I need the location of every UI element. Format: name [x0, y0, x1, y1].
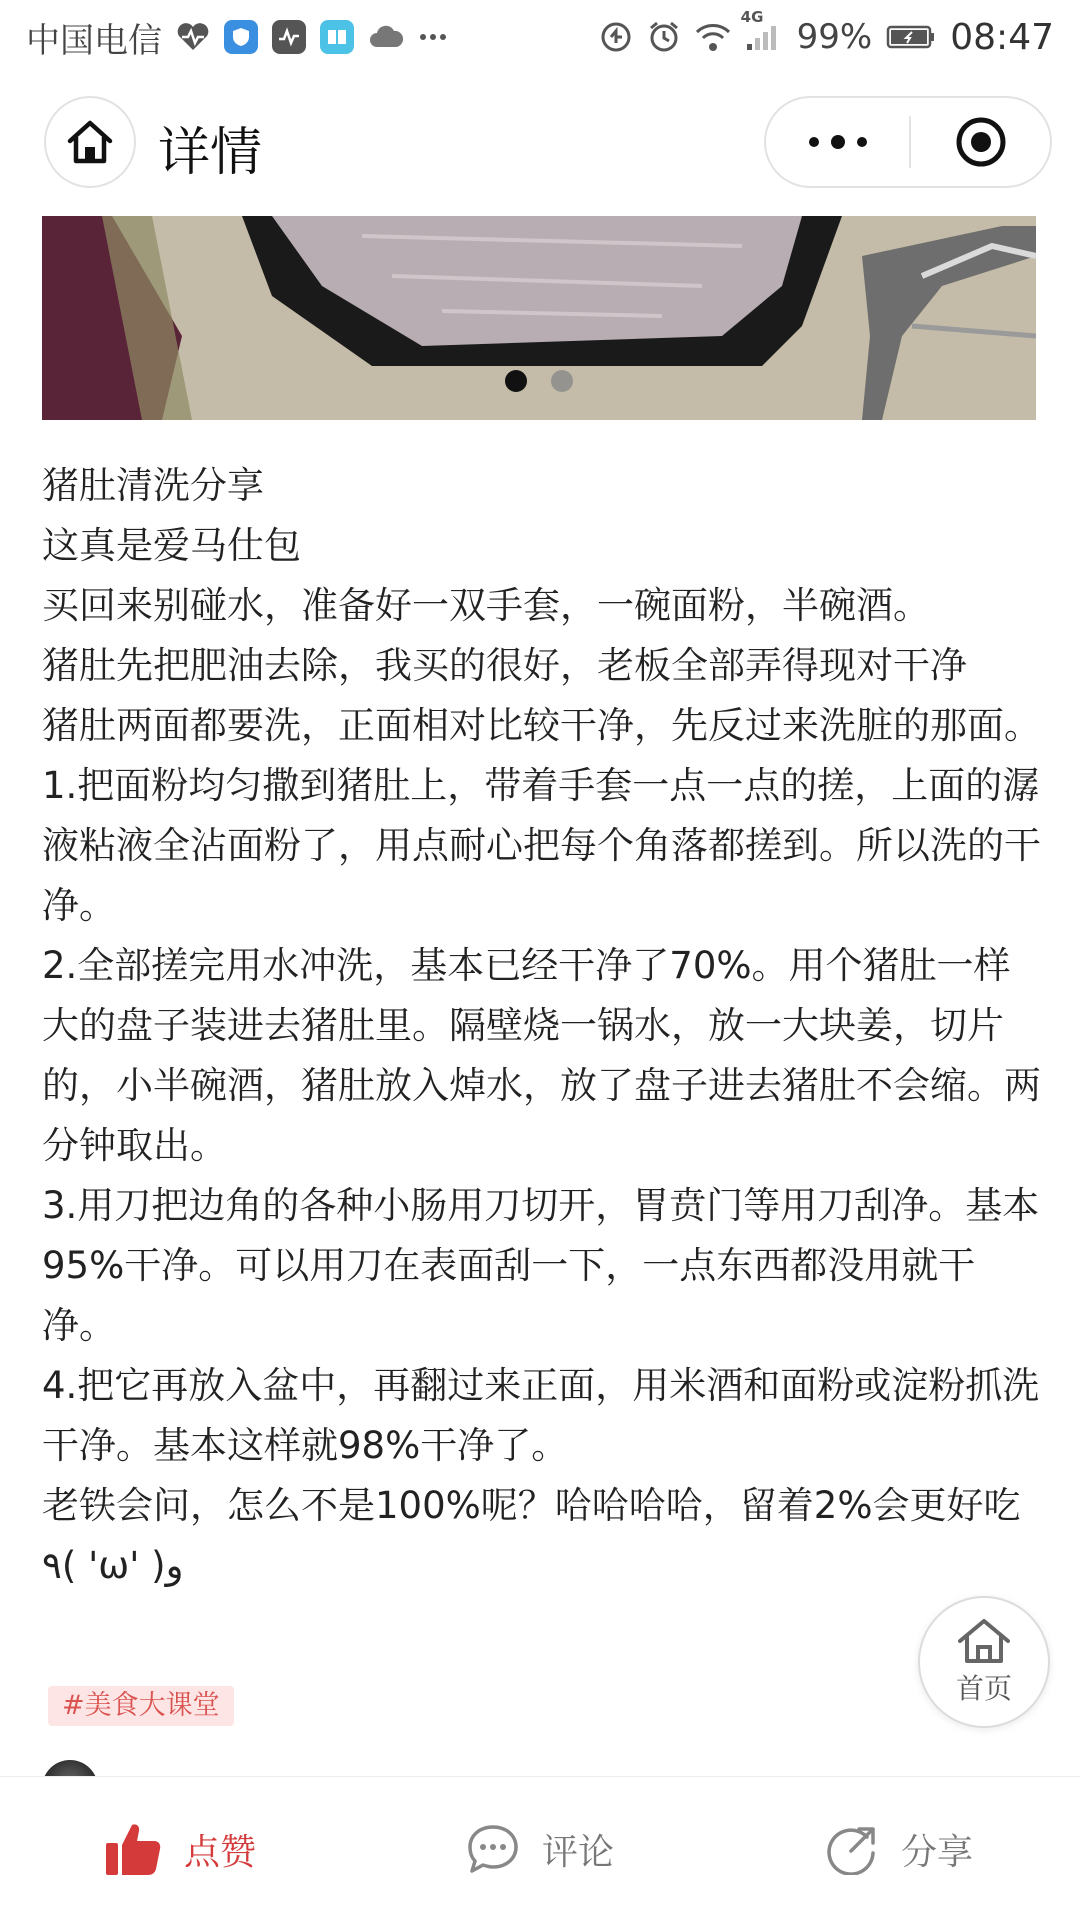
home-icon [65, 119, 115, 165]
article-paragraph: 4.把它再放入盆中，再翻过来正面，用米酒和面粉或淀粉抓洗干净。基本这样就98%干净了。 [42, 1364, 1040, 1467]
activity-app-icon [272, 20, 306, 54]
alarm-icon [647, 20, 681, 54]
nav-header [0, 96, 1080, 192]
status-right [599, 8, 1054, 58]
article-paragraph: 猪肚两面都要洗，正面相对比较干净，先反过来洗脏的那面。 [42, 704, 1041, 747]
mini-program-capsule [764, 96, 1052, 188]
clock: 08:47 [950, 16, 1054, 58]
status-left [26, 13, 448, 62]
thumbs-up-icon [104, 1821, 162, 1877]
article-paragraph: 老铁会问，怎么不是100%呢？哈哈哈哈，留着2%会更好吃٩( 'ω' )و [42, 1484, 1021, 1587]
article-paragraph: 买回来别碰水，准备好一双手套，一碗面粉，半碗酒。 [42, 584, 930, 627]
carousel-dot-active[interactable] [505, 370, 527, 392]
share-label: 分享 [900, 1831, 973, 1873]
article-paragraph: 1.把面粉均匀撒到猪肚上，带着手套一点一点的搓，上面的潺液粘液全沾面粉了，用点耐心把每个角落都搓到。所以洗的干净。 [42, 764, 1041, 927]
bottom-action-bar [0, 1776, 1080, 1921]
close-mini-program-button[interactable] [911, 98, 1050, 186]
comment-icon [466, 1823, 520, 1875]
topic-tag[interactable]: #美食大课堂 [48, 1686, 234, 1726]
article-paragraph: 2.全部搓完用水冲洗，基本已经干净了70%。用个猪肚一样大的盘子装进去猪肚里。隔壁烧一锅水，放一大块姜，切片的，小半碗酒，猪肚放入焯水，放了盘子进去猪肚不会缩。两分钟取出。 [42, 944, 1041, 1167]
data-saver-icon [599, 20, 633, 54]
signal-icon [740, 8, 783, 52]
comment-button[interactable] [360, 1823, 720, 1875]
article-body [42, 456, 1042, 1596]
home-button[interactable] [44, 96, 136, 188]
carousel-indicator [42, 370, 1036, 392]
more-dot-icon [809, 137, 819, 147]
comment-label: 评论 [541, 1831, 614, 1873]
home-icon [956, 1617, 1012, 1665]
more-button[interactable] [766, 98, 909, 186]
wifi-icon [695, 22, 731, 52]
article-paragraph: 这真是爱马仕包 [42, 524, 301, 567]
shield-app-icon [224, 20, 258, 54]
more-dot-icon [857, 137, 867, 147]
battery-icon [886, 24, 936, 50]
article-paragraph: 猪肚先把肥油去除，我买的很好，老板全部弄得现对干净 [42, 644, 967, 687]
carrier-label: 中国电信 [26, 20, 162, 61]
target-close-icon [954, 115, 1008, 169]
article-paragraph: 3.用刀把边角的各种小肠用刀切开，胃贲门等用刀刮净。基本95%干净。可以用刀在表面刮一下，一点东西都没用就干净。 [42, 1184, 1040, 1347]
share-icon [827, 1823, 879, 1875]
like-button[interactable] [0, 1821, 360, 1877]
floating-home-label: 首页 [955, 1672, 1012, 1705]
more-notifications-icon [418, 32, 448, 42]
battery-percent: 99% [796, 17, 873, 57]
page-title: 详情 [158, 123, 263, 183]
floating-home-button[interactable] [918, 1596, 1050, 1728]
cloud-icon [368, 25, 404, 49]
share-button[interactable] [720, 1823, 1080, 1875]
heart-rate-icon [176, 22, 210, 52]
status-bar [0, 0, 1080, 74]
like-label: 点赞 [183, 1831, 256, 1873]
image-carousel[interactable] [42, 216, 1036, 420]
more-dot-icon [831, 135, 845, 149]
article-paragraph: 猪肚清洗分享 [42, 464, 264, 507]
network-type-label: 4G [740, 8, 764, 26]
book-app-icon [320, 20, 354, 54]
carousel-dot[interactable] [551, 370, 573, 392]
